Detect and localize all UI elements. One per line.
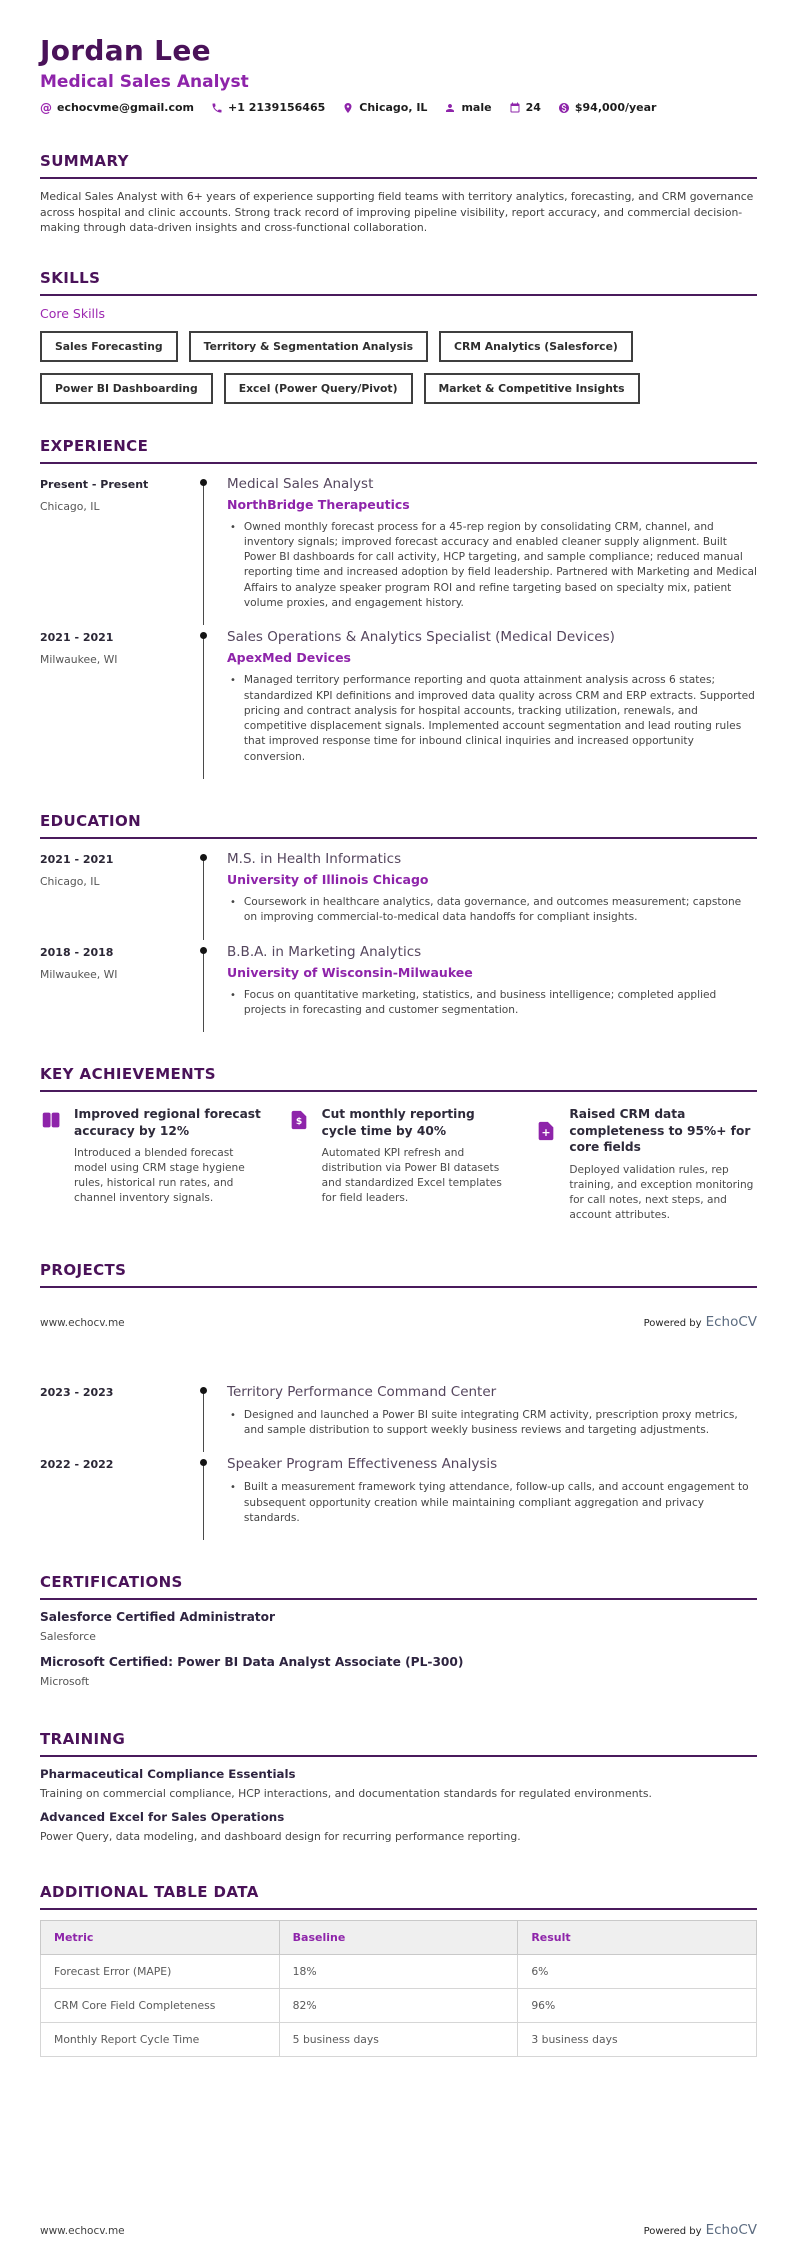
certification-issuer: Salesforce [40,1630,96,1644]
experience-entry [40,474,757,626]
table-cell: 5 business days [279,2023,518,2057]
experience-bullet: • Managed territory performance reporting and quota attainment analysis across 6 states; standardized KPI definitions and improved data quality across CRM and ERP extracts. Supported pricing and contract analysis for hospital accounts, tracking utilization, renewals, and competitive displacement signals. Implemented account segmentation and lead routing rules that improved response time for inbound clinical inquiries and increased opportunity conversion. [227,673,757,765]
experience-title: Medical Sales Analyst [227,475,374,492]
page-footer-bottom [40,2222,757,2238]
projects-heading: PROJECTS [40,1261,757,1288]
project-bullet: • Designed and launched a Power BI suite integrating CRM activity, prescription proxy metrics, and sample distribution to support weekly business reviews and targeting adjustments. [227,1408,757,1439]
skills-heading: SKILLS [40,269,757,296]
training-text: Training on commercial compliance, HCP interactions, and documentation standards for regulated environments. [40,1787,652,1801]
experience-dates: 2021 - 2021 [40,631,114,645]
contact-gender-text: male [461,101,492,114]
experience-location: Chicago, IL [40,499,100,513]
timeline [190,942,227,1033]
project-title: Speaker Program Effectiveness Analysis [227,1456,498,1473]
education-location: Milwaukee, WI [40,967,118,981]
achievement-item [40,1106,262,1223]
skill-tag: Excel (Power Query/Pivot) [224,373,413,404]
table-row [41,1955,757,1989]
echocv-brand[interactable]: EchoCV [705,1313,757,1330]
training-item [40,1767,757,1800]
training-heading: TRAINING [40,1730,757,1757]
svg-text:+: + [541,1126,551,1140]
certification-item [40,1610,757,1643]
skills-group-label: Core Skills [40,305,106,321]
training-title: Advanced Excel for Sales Operations [40,1810,285,1825]
project-entry [40,1382,757,1453]
project-bullet: • Built a measurement framework tying attendance, follow-up calls, and account engagement to subsequent opportunity creation while maintaining compliant aggregation and privacy standards. [227,1480,757,1526]
achievements-heading: KEY ACHIEVEMENTS [40,1065,757,1092]
table-header-row [41,1921,757,1955]
timeline-dot-icon [200,632,207,639]
certification-item [40,1655,757,1688]
education-degree: M.S. in Health Informatics [227,851,402,868]
achievement-text: Deployed validation rules, rep training, and exception monitoring for call notes, next steps, and account attributes. [569,1163,754,1221]
table-cell: 6% [518,1955,757,1989]
table-header-cell: Result [518,1921,757,1955]
page-footer [40,1314,757,1330]
experience-entry [40,627,757,779]
timeline [190,1454,227,1540]
powered-by [644,1314,757,1330]
section-table-data [40,1883,757,2057]
achievement-text: Introduced a blended forecast model using CRM stage hygiene rules, historical run rates, and channel inventory signals. [74,1147,245,1205]
contact-phone[interactable] [211,101,325,114]
salary-dollar-icon [558,102,570,114]
section-training [40,1730,757,1843]
contact-gender [444,101,491,114]
skill-tag: Territory & Segmentation Analysis [189,331,428,362]
metrics-table [40,1920,757,2057]
project-entry [40,1454,757,1540]
invoice-dollar-icon [288,1106,312,1223]
experience-dates: Present - Present [40,477,149,491]
certification-title: Salesforce Certified Administrator [40,1610,276,1625]
education-bullet: • Focus on quantitative marketing, statistics, and business intelligence; completed applied projects in forecasting and customer segmentation. [227,988,757,1019]
education-degree: B.B.A. in Marketing Analytics [227,943,422,960]
person-icon [444,102,456,114]
powered-by-label: Powered by [643,2226,702,2237]
site-link[interactable]: www.echocv.me [40,1316,125,1329]
section-summary [40,152,757,236]
timeline-dot-icon [200,1459,207,1466]
table-cell: Monthly Report Cycle Time [41,2023,280,2057]
timeline-dot-icon [200,479,207,486]
timeline-dot-icon [200,1387,207,1394]
experience-heading: EXPERIENCE [40,437,757,464]
education-dates: 2018 - 2018 [40,945,114,959]
education-location: Chicago, IL [40,875,100,889]
table-row [41,1989,757,2023]
education-dates: 2021 - 2021 [40,853,114,867]
book-icon [40,1106,64,1223]
person-name: Jordan Lee [40,34,211,67]
education-bullet: • Coursework in healthcare analytics, data governance, and outcomes measurement; capstone on improving commercial-to-medical data handoffs for compliant insights. [227,895,757,926]
achievement-text: Automated KPI refresh and distribution via Power BI datasets and standardized Excel templates for field leaders. [321,1147,502,1205]
skill-tag: Power BI Dashboarding [40,373,213,404]
svg-text:$: $ [295,1116,302,1128]
table-cell: 82% [279,1989,518,2023]
table-cell: 96% [518,1989,757,2023]
phone-icon [211,102,223,114]
section-experience [40,437,757,780]
table-data-heading: ADDITIONAL TABLE DATA [40,1883,757,1910]
contact-email[interactable] [40,101,194,114]
site-link[interactable]: www.echocv.me [40,2225,125,2237]
education-entry [40,849,757,940]
summary-text: Medical Sales Analyst with 6+ years of experience supporting field teams with territory analytics, forecasting, and CRM governance across hospital and clinic accounts. Strong track record of improving pipeline visibility, report accuracy, and commercial decision-making through data-driven insights and cross-functional collaboration. [40,190,754,234]
experience-title: Sales Operations & Analytics Specialist (Medical Devices) [227,629,615,646]
project-dates: 2023 - 2023 [40,1385,114,1399]
table-header-cell: Metric [41,1921,280,1955]
table-row [41,2023,757,2057]
achievement-title: Cut monthly reporting cycle time by 40% [321,1107,475,1138]
contact-email-text: echocvme@gmail.com [57,101,195,114]
certifications-heading: CERTIFICATIONS [40,1573,757,1600]
timeline [190,849,227,940]
experience-company: NorthBridge Therapeutics [227,496,410,512]
experience-bullet: • Owned monthly forecast process for a 45-rep region by consolidating CRM, channel, and inventory signals; improved forecast accuracy and enabled cleaner supply alignment. Built Power BI dashboards for call activity, HCP targeting, and sample compliance; reduced manual reporting time and increased adoption by field leadership. Partnered with Marketing and Medical Affairs to analyze speaker program ROI and refine targeting based on specialty mix, patient volume proxies, and engagement history. [227,520,757,612]
experience-location: Milwaukee, WI [40,653,118,667]
calendar-icon [509,102,521,114]
timeline [190,627,227,779]
certification-title: Microsoft Certified: Power BI Data Analyst Associate (PL-300) [40,1655,464,1670]
certification-issuer: Microsoft [40,1675,90,1689]
education-school: University of Illinois Chicago [227,872,429,888]
timeline [190,1382,227,1453]
table-cell: 18% [279,1955,518,1989]
section-projects [40,1261,757,1540]
summary-heading: SUMMARY [40,152,757,179]
at-icon: @ [40,100,52,115]
powered-by-label: Powered by [643,1317,702,1329]
timeline-dot-icon [200,947,207,954]
section-education [40,812,757,1032]
table-header-cell: Baseline [279,1921,518,1955]
table-cell: Forecast Error (MAPE) [41,1955,280,1989]
project-dates: 2022 - 2022 [40,1458,114,1472]
resume-header [40,34,757,114]
education-heading: EDUCATION [40,812,757,839]
contact-location [342,101,427,114]
section-certifications [40,1573,757,1688]
location-pin-icon [342,102,354,114]
education-school: University of Wisconsin-Milwaukee [227,964,473,980]
training-text: Power Query, data modeling, and dashboard design for recurring performance reporting. [40,1830,521,1844]
section-skills [40,269,757,404]
powered-by [644,2222,757,2238]
achievement-item [535,1106,757,1223]
contact-location-text: Chicago, IL [359,101,428,114]
contact-age-text: 24 [525,101,541,114]
table-cell: CRM Core Field Completeness [41,1989,280,2023]
timeline [190,474,227,626]
achievement-title: Raised CRM data completeness to 95%+ for core fields [569,1107,751,1155]
contact-salary [558,101,657,114]
contact-salary-text: $94,000/year [574,101,657,114]
contact-age [509,101,541,114]
achievement-title: Improved regional forecast accuracy by 12% [74,1107,261,1138]
timeline-dot-icon [200,854,207,861]
section-achievements [40,1065,757,1223]
skill-tag: Market & Competitive Insights [424,373,640,404]
skill-tags [40,331,757,404]
experience-company: ApexMed Devices [227,650,351,666]
contact-phone-text: +1 2139156465 [228,101,326,114]
education-entry [40,942,757,1033]
project-title: Territory Performance Command Center [227,1383,497,1400]
skill-tag: Sales Forecasting [40,331,178,362]
training-item [40,1810,757,1843]
echocv-brand[interactable]: EchoCV [705,2222,757,2238]
contact-row [40,101,757,114]
achievement-item [288,1106,510,1223]
file-plus-icon [535,1106,559,1223]
skill-tag: CRM Analytics (Salesforce) [439,331,633,362]
training-title: Pharmaceutical Compliance Essentials [40,1767,296,1782]
table-cell: 3 business days [518,2023,757,2057]
person-job-title: Medical Sales Analyst [40,72,249,92]
